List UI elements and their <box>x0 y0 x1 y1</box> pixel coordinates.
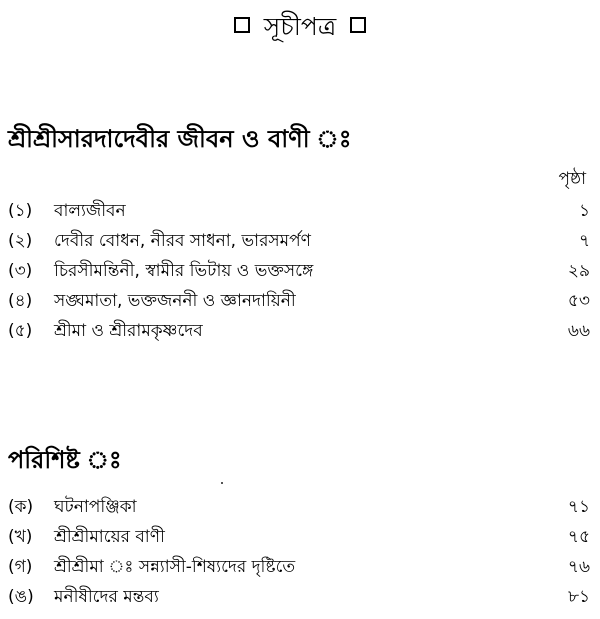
toc-row-page: ২৯ <box>567 261 590 281</box>
toc-row <box>8 552 590 582</box>
toc-row <box>8 256 590 286</box>
toc-row-page: ৭ <box>578 231 590 251</box>
toc-row <box>8 196 590 226</box>
page-header <box>0 8 600 45</box>
toc-row-number: (১) <box>8 201 33 221</box>
toc-row <box>8 316 590 346</box>
toc-row-page: ১ <box>578 201 590 221</box>
toc-row-page: ৮১ <box>567 587 590 607</box>
section-title-life: শ্রীশ্রীসারদাদেবীর জীবন ও বাণী ঃ <box>8 125 352 153</box>
toc-row-number: (৪) <box>8 291 33 311</box>
toc-row-number: (খ) <box>8 527 33 547</box>
toc-row <box>8 492 590 522</box>
stray-mark <box>221 482 223 484</box>
toc-row-number: (ঙ) <box>8 587 34 607</box>
toc-row-page: ৭৬ <box>567 557 590 577</box>
toc-row-number: (৩) <box>8 261 33 281</box>
toc-row-text: শ্রীশ্রীমা ঃ সন্ন্যাসী-শিষ্যদের দৃষ্টিতে <box>54 557 296 577</box>
toc-list-life <box>8 196 590 346</box>
toc-row-text: চিরসীমন্তিনী, স্বামীর ভিটায় ও ভক্তসঙ্গে <box>54 261 314 281</box>
page-title: সূচীপত্র <box>263 12 337 41</box>
page-column-label: পৃষ্ঠা <box>558 169 586 189</box>
toc-row-text: মনীষীদের মন্তব্য <box>54 587 159 607</box>
toc-row-number: (২) <box>8 231 33 251</box>
toc-row-text: শ্রীমা ও শ্রীরামকৃষ্ণদেব <box>54 321 203 341</box>
toc-row-number: (ক) <box>8 497 34 517</box>
toc-row-text: দেবীর বোধন, নীরব সাধনা, ভারসমর্পণ <box>54 231 311 251</box>
toc-row-number: (৫) <box>8 321 33 341</box>
toc-row <box>8 286 590 316</box>
toc-row-text: ঘটনাপঞ্জিকা <box>54 497 137 517</box>
toc-row-page: ৭৫ <box>567 527 590 547</box>
toc-row-page: ৫৩ <box>567 291 590 311</box>
section-title-appendix: পরিশিষ্ট ঃ <box>8 446 122 474</box>
toc-row-page: ৭১ <box>567 497 590 517</box>
toc-row-text: শ্রীশ্রীমায়ের বাণী <box>54 527 165 547</box>
toc-row <box>8 522 590 552</box>
toc-row-page: ৬৬ <box>567 321 590 341</box>
toc-row-text: সঙ্ঘমাতা, ভক্তজননী ও জ্ঞানদায়িনী <box>54 291 296 311</box>
toc-row-number: (গ) <box>8 557 33 577</box>
toc-row-text: বাল্যজীবন <box>54 201 126 221</box>
square-box-icon <box>234 17 250 33</box>
square-box-icon <box>350 17 366 33</box>
toc-list-appendix <box>8 492 590 612</box>
toc-row <box>8 582 590 612</box>
toc-row <box>8 226 590 256</box>
